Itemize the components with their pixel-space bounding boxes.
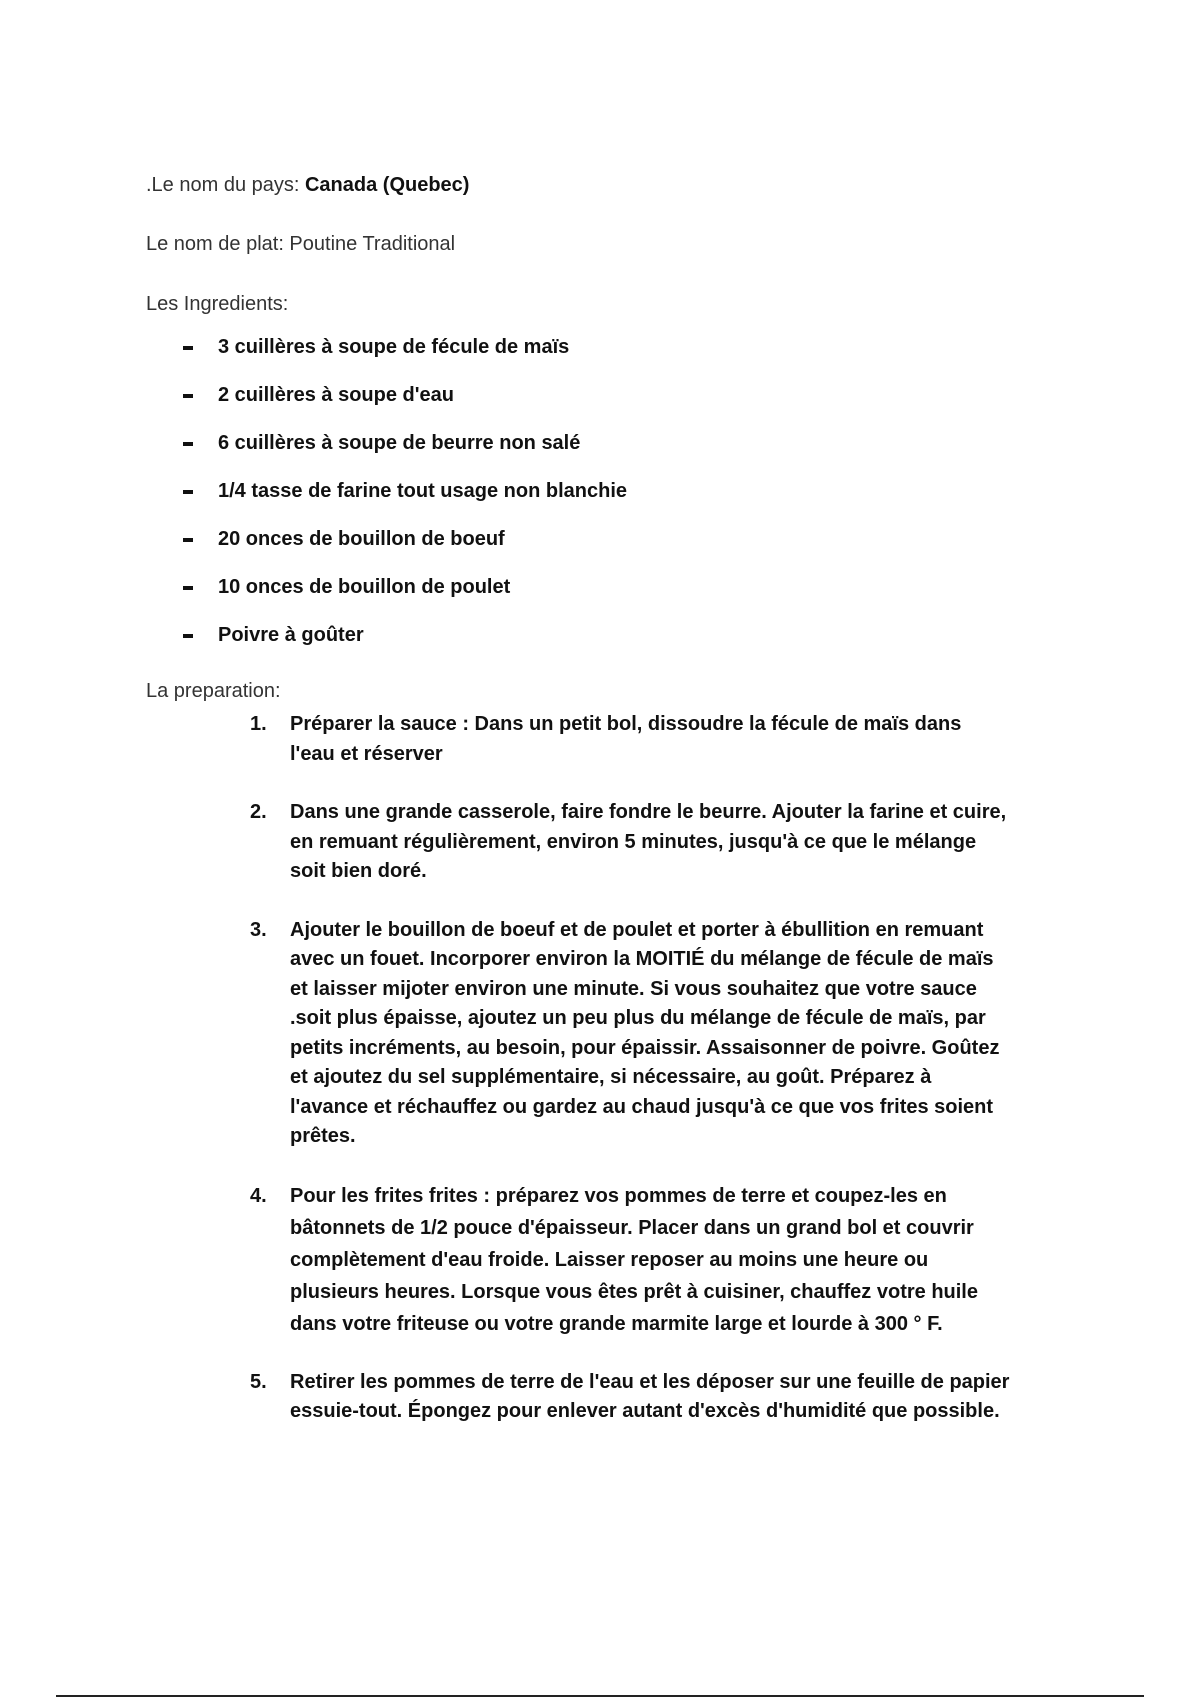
ingredient-text: 6 cuillères à soupe de beurre non salé — [218, 432, 581, 454]
country-value: Canada (Quebec) — [304, 174, 470, 196]
ingredient-item — [183, 480, 627, 528]
preparation-step — [250, 1180, 1100, 1340]
bullet-dash-icon — [183, 586, 193, 590]
step-number: 4. — [250, 1184, 267, 1207]
ingredients-heading: Les Ingredients: — [146, 293, 289, 315]
ingredient-text: 20 onces de bouillon de boeuf — [218, 528, 505, 550]
step-number: 1. — [250, 713, 267, 735]
step-number: 5. — [250, 1370, 267, 1393]
step-text: Pour les frites frites : préparez vos pommes de terre et coupez-les en bâtonnets de 1/2 pouce d'épaisseur. Placer dans un grand bol et couvrir complètement d'eau froide. Laisser reposer au moins une heure ou plusieurs heures. Lorsque vous êtes prêt à cuisiner, chauffez votre huile dans votre friteuse ou votre grande marmite large et lourde à 300 ° F. — [290, 1184, 978, 1335]
ingredient-item — [183, 384, 627, 432]
bullet-dash-icon — [183, 346, 193, 350]
bullet-dash-icon — [183, 394, 193, 398]
step-number: 2. — [250, 801, 267, 823]
preparation-step — [250, 1368, 1100, 1427]
ingredient-text: 3 cuillères à soupe de fécule de maïs — [218, 336, 570, 358]
ingredient-text: 10 onces de bouillon de poulet — [218, 576, 511, 598]
ingredient-text: 1/4 tasse de farine tout usage non blanchie — [218, 480, 627, 502]
bullet-dash-icon — [183, 634, 193, 638]
step-number: 3. — [250, 918, 267, 941]
preparation-steps-list — [250, 710, 1100, 1427]
country-label: .Le nom du pays: — [146, 174, 305, 196]
ingredients-list — [183, 336, 627, 672]
preparation-heading: La preparation: — [146, 680, 281, 702]
ingredient-item — [183, 432, 627, 480]
preparation-step — [250, 798, 1100, 887]
step-text: Dans une grande casserole, faire fondre le beurre. Ajouter la farine et cuire, en remuant régulièrement, environ 5 minutes, jusqu'à ce que le mélange soit bien doré. — [290, 801, 1007, 882]
step-text: Préparer la sauce : Dans un petit bol, dissoudre la fécule de maïs dans l'eau et réserver — [290, 713, 962, 765]
dish-name-line: Le nom de plat: Poutine Traditional — [146, 233, 456, 255]
bullet-dash-icon — [183, 490, 193, 494]
ingredient-text: Poivre à goûter — [218, 624, 364, 646]
bullet-dash-icon — [183, 538, 193, 542]
footer-divider — [56, 1695, 1144, 1697]
country-line — [146, 174, 469, 197]
preparation-step — [250, 916, 1100, 1152]
preparation-step — [250, 710, 1100, 769]
bullet-dash-icon — [183, 442, 193, 446]
ingredient-text: 2 cuillères à soupe d'eau — [218, 384, 454, 406]
ingredient-item — [183, 528, 627, 576]
step-text: Ajouter le bouillon de boeuf et de poulet et porter à ébullition en remuant avec un fouet. Incorporer environ la MOITIÉ du mélange de fécule de maïs et laisser mijoter environ une minute. Si vous souhaitez que votre sauce .soit plus épaisse, ajoutez un peu plus du mélange de fécule de maïs, par petits incréments, au besoin, pour épaissir. Assaisonner de poivre. Goûtez et ajoutez du sel supplémentaire, si nécessaire, au goût. Préparez à l'avance et réchauffez ou gardez au chaud jusqu'à ce que vos frites soient prêtes. — [290, 918, 1000, 1147]
ingredient-item — [183, 624, 627, 672]
ingredient-item — [183, 576, 627, 624]
ingredient-item — [183, 336, 627, 384]
step-text: Retirer les pommes de terre de l'eau et les déposer sur une feuille de papier essuie-tout. Épongez pour enlever autant d'excès d'humidité que possible. — [290, 1370, 1010, 1422]
